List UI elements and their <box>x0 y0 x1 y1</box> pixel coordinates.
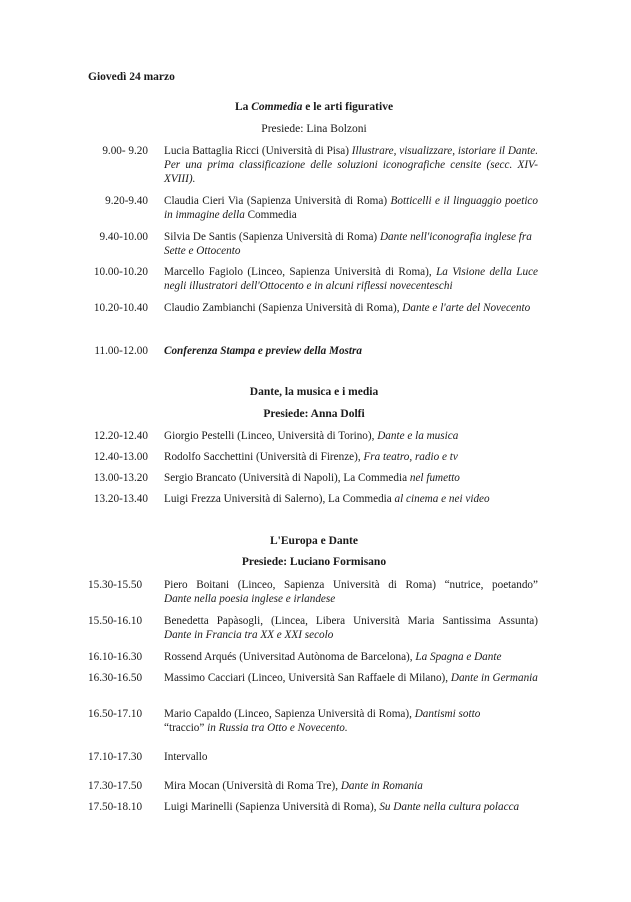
entry-time: 16.50-17.10 <box>88 708 143 720</box>
entry-speaker: Luigi Marinelli (Sapienza Università di Roma), <box>164 801 380 813</box>
entry-title: Illustrare, visualizzare, istoriare il Dante. Per una prima classificazione delle soluzioni iconografiche censite (secc. XIV-XVIII). <box>164 145 538 185</box>
entry-speaker: Claudio Zambianchi (Sapienza Università di Roma), <box>164 302 403 314</box>
entry-speaker: Massimo Cacciari (Linceo, Università San Raffaele di Milano), <box>164 672 451 684</box>
entry-speaker: Rossend Arqués (Universitad Autònoma de Barcelona), <box>164 651 416 663</box>
entry-speaker: Mira Mocan (Università di Roma Tre), <box>164 780 341 792</box>
entry-title: Dante in Francia tra XX e XXI secolo <box>164 629 334 641</box>
entry-title: La Visione della Luce negli illustratori dell'Ottocento e in alcuni riflessi novecenteschi <box>164 266 538 292</box>
entry-time: 16.30-16.50 <box>88 672 143 684</box>
entry-title: Botticelli e il linguaggio poetico in immagine della <box>164 195 538 221</box>
entry-title: Fra teatro, radio e tv <box>363 451 458 463</box>
entry-title: Dantismi sotto <box>414 708 481 720</box>
entry-title: Conferenza Stampa e preview della Mostra <box>164 345 362 357</box>
entry-speaker: Luigi Frezza Università di Salerno), <box>164 493 329 505</box>
entry-time: 13.00-13.20 <box>93 472 148 484</box>
entry-title: La Spagna e Dante <box>415 651 502 663</box>
day-heading: Giovedì 24 marzo <box>88 71 175 83</box>
entry-time: 10.20-10.40 <box>93 302 148 314</box>
entry-speaker: Sergio Brancato (Università di Napoli), <box>164 472 344 484</box>
entry-title-continued: in Russia tra Otto e Novecento. <box>204 722 348 734</box>
entry-title: al cinema e nei video <box>391 493 490 505</box>
entry-time: 10.00-10.20 <box>93 266 148 278</box>
entry-speaker: Marcello Fagiolo (Linceo, Sapienza Università di Roma), <box>164 266 437 278</box>
entry-title-end: Commedia <box>247 209 297 221</box>
entry-title: Dante in Germania <box>450 672 538 684</box>
section-title-music: Dante, la musica e i media <box>249 386 379 398</box>
section-chair: Presiede: Luciano Formisano <box>241 556 387 568</box>
section-chair: Presiede: Anna Dolfi <box>263 408 365 420</box>
entry-speaker: Silvia De Santis (Sapienza Università di Roma) <box>164 231 380 243</box>
section-title-arts: La Commedia e le arti figurative <box>234 101 394 113</box>
entry-title: nel fumetto <box>407 472 460 484</box>
section-title-europe: L'Europa e Dante <box>270 535 358 547</box>
entry-title: Dante e la musica <box>377 430 459 442</box>
entry-time: 17.50-18.10 <box>88 801 143 813</box>
entry-title: Intervallo <box>164 751 208 763</box>
entry-speaker: Claudia Cieri Via (Sapienza Università di Roma) <box>164 195 391 207</box>
entry-time: 16.10-16.30 <box>88 651 143 663</box>
entry-time: 17.10-17.30 <box>88 751 143 763</box>
entry-title-roman: “traccio” <box>164 722 205 734</box>
entry-time: 13.20-13.40 <box>93 493 148 505</box>
entry-speaker: Lucia Battaglia Ricci (Università di Pisa) <box>164 145 352 157</box>
entry-title-roman: La Commedia <box>328 493 392 505</box>
entry-time: 9.00- 9.20 <box>102 145 148 157</box>
entry-title: Dante e l'arte del Novecento <box>402 302 531 314</box>
section-chair: Presiede: Lina Bolzoni <box>261 123 367 135</box>
entry-time: 12.20-12.40 <box>93 430 148 442</box>
entry-title: Dante nella poesia inglese e irlandese <box>164 593 336 605</box>
entry-title: Dante in Romania <box>340 780 423 792</box>
entry-time: 15.30-15.50 <box>88 579 143 591</box>
entry-speaker: Giorgio Pestelli (Linceo, Università di Torino), <box>164 430 378 442</box>
entry-time: 9.40-10.00 <box>99 231 148 243</box>
entry-time: 11.00-12.00 <box>94 345 148 357</box>
entry-time: 12.40-13.00 <box>93 451 148 463</box>
entry-speaker: Rodolfo Sacchettini (Università di Firenze), <box>164 451 364 463</box>
entry-title: Su Dante nella cultura polacca <box>379 801 520 813</box>
entry-title-roman: La Commedia <box>343 472 408 484</box>
entry-time: 17.30-17.50 <box>88 780 143 792</box>
entry-speaker: Benedetta Papàsogli, (Lincea, Libera Università Maria Santissima Assunta) <box>164 615 538 627</box>
entry-speaker: Piero Boitani (Linceo, Sapienza Università di Roma) “nutrice, poetando” <box>164 579 538 591</box>
entry-time: 15.50-16.10 <box>88 615 143 627</box>
entry-title: Dante nell'iconografia inglese fra Sette e Ottocento <box>164 231 532 257</box>
entry-speaker: Mario Capaldo (Linceo, Sapienza Università di Roma), <box>164 708 415 720</box>
entry-time: 9.20-9.40 <box>105 195 148 207</box>
